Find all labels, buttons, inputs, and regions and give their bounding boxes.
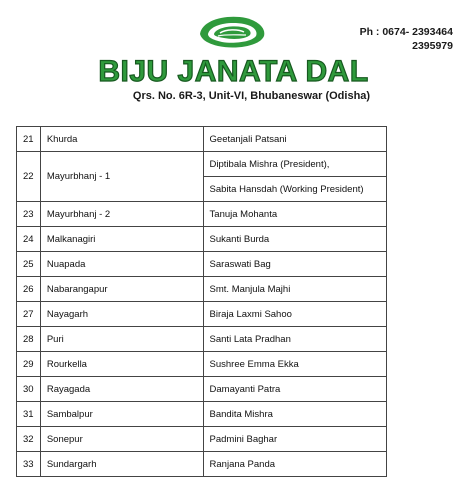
district-cell: Malkanagiri <box>40 227 203 252</box>
president-name-cell: Ranjana Panda <box>203 452 386 477</box>
serial-number-cell: 32 <box>17 427 41 452</box>
president-name-cell: Santi Lata Pradhan <box>203 327 386 352</box>
serial-number-cell: 31 <box>17 402 41 427</box>
district-cell: Nabarangapur <box>40 277 203 302</box>
district-president-table <box>16 126 387 477</box>
district-cell: Khurda <box>40 127 203 152</box>
table-row <box>17 152 387 177</box>
serial-number-cell: 22 <box>17 152 41 202</box>
serial-number-cell: 21 <box>17 127 41 152</box>
serial-number-cell: 25 <box>17 252 41 277</box>
president-name-cell: Saraswati Bag <box>203 252 386 277</box>
table-row <box>17 327 387 352</box>
table-row <box>17 452 387 477</box>
serial-number-cell: 27 <box>17 302 41 327</box>
district-cell: Nuapada <box>40 252 203 277</box>
serial-number-cell: 26 <box>17 277 41 302</box>
district-cell: Mayurbhanj - 1 <box>40 152 203 202</box>
table-row <box>17 352 387 377</box>
president-name-cell: Bandita Mishra <box>203 402 386 427</box>
president-name-cell: Tanuja Mohanta <box>203 202 386 227</box>
president-name-cell: Sabita Hansdah (Working President) <box>203 177 386 202</box>
president-name-cell: Biraja Laxmi Sahoo <box>203 302 386 327</box>
president-name-cell: Sushree Emma Ekka <box>203 352 386 377</box>
serial-number-cell: 30 <box>17 377 41 402</box>
table-row <box>17 277 387 302</box>
conch-shell-icon <box>196 14 268 52</box>
district-cell: Puri <box>40 327 203 352</box>
serial-number-cell: 29 <box>17 352 41 377</box>
table-row <box>17 227 387 252</box>
district-cell: Rayagada <box>40 377 203 402</box>
president-name-cell: Smt. Manjula Majhi <box>203 277 386 302</box>
serial-number-cell: 33 <box>17 452 41 477</box>
party-name: BIJU JANATA DAL <box>98 55 369 88</box>
phone-line-1: Ph : 0674- 2393464 <box>359 26 453 38</box>
table-row <box>17 127 387 152</box>
district-cell: Nayagarh <box>40 302 203 327</box>
table-row <box>17 252 387 277</box>
phone-numbers <box>360 25 453 53</box>
president-name-cell: Sukanti Burda <box>203 227 386 252</box>
table-row <box>17 302 387 327</box>
serial-number-cell: 23 <box>17 202 41 227</box>
party-address: Qrs. No. 6R-3, Unit-VI, Bhubaneswar (Odisha) <box>132 90 371 102</box>
serial-number-cell: 28 <box>17 327 41 352</box>
table-row <box>17 402 387 427</box>
table-row <box>17 427 387 452</box>
table-body <box>17 127 387 477</box>
district-cell: Mayurbhanj - 2 <box>40 202 203 227</box>
table-row <box>17 202 387 227</box>
district-cell: Sundargarh <box>40 452 203 477</box>
district-cell: Rourkella <box>40 352 203 377</box>
president-name-cell: Damayanti Patra <box>203 377 386 402</box>
serial-number-cell: 24 <box>17 227 41 252</box>
letterhead <box>0 0 467 110</box>
table-row <box>17 377 387 402</box>
president-name-cell: Geetanjali Patsani <box>203 127 386 152</box>
president-name-cell: Padmini Baghar <box>203 427 386 452</box>
phone-line-2: 2395979 <box>412 40 453 52</box>
district-cell: Sambalpur <box>40 402 203 427</box>
district-cell: Sonepur <box>40 427 203 452</box>
president-name-cell: Diptibala Mishra (President), <box>203 152 386 177</box>
